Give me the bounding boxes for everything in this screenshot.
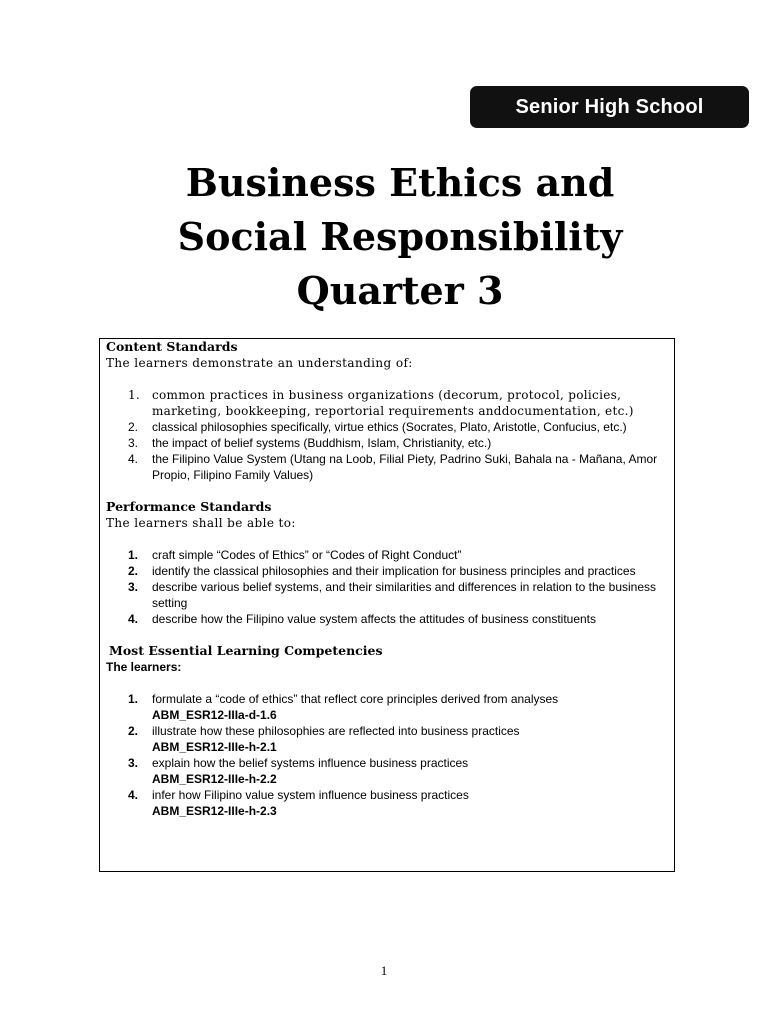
performance-standards-heading: Performance Standards	[106, 499, 272, 514]
list-item	[106, 787, 668, 819]
list-number: 4.	[128, 452, 139, 466]
title-line-3: Quarter 3	[296, 268, 504, 313]
list-item	[106, 419, 668, 435]
list-item	[106, 611, 668, 627]
list-item	[106, 755, 668, 787]
performance-standards-list	[106, 547, 668, 627]
competency-code: ABM_ESR12-IIIe-h-2.2	[152, 772, 277, 786]
list-number: 3.	[128, 580, 139, 594]
list-item	[106, 435, 668, 451]
list-item	[106, 723, 668, 755]
title-line-2: Social Responsibility	[177, 214, 623, 259]
list-number: 1.	[128, 388, 141, 402]
standards-box	[99, 338, 675, 872]
list-number: 1.	[128, 692, 139, 706]
list-item-text: identify the classical philosophies and their implication for business principles and practices	[152, 564, 636, 578]
list-number: 4.	[128, 788, 139, 802]
list-item	[106, 451, 668, 483]
competency-code: ABM_ESR12-IIIa-d-1.6	[152, 708, 277, 722]
list-item-text: formulate a “code of ethics” that reflect core principles derived from analyses	[152, 692, 559, 706]
competencies-intro: The learners:	[106, 660, 182, 674]
content-standards-intro: The learners demonstrate an understanding of:	[106, 356, 413, 370]
content-standards-heading: Content Standards	[106, 339, 238, 354]
list-item-text: craft simple “Codes of Ethics” or “Codes of Right Conduct”	[152, 548, 462, 562]
content-standards-list	[106, 387, 668, 483]
list-item	[106, 691, 668, 723]
list-item-text: describe various belief systems, and their similarities and differences in relation to the business setting	[152, 580, 657, 610]
list-item-text: illustrate how these philosophies are reflected into business practices	[152, 724, 520, 738]
competency-code: ABM_ESR12-IIIe-h-2.1	[152, 740, 277, 754]
title-line-1: Business Ethics and	[185, 160, 615, 205]
list-number: 3.	[128, 756, 139, 770]
list-number: 2.	[128, 724, 139, 738]
competency-code: ABM_ESR12-IIIe-h-2.3	[152, 804, 277, 818]
list-item	[106, 579, 668, 611]
list-number: 1.	[128, 548, 139, 562]
list-item-text: infer how Filipino value system influence business practices	[152, 788, 469, 802]
document-title	[100, 156, 700, 318]
senior-high-school-badge: Senior High School	[470, 86, 749, 128]
list-item	[106, 547, 668, 563]
list-item-text: describe how the Filipino value system affects the attitudes of business constituents	[152, 612, 597, 626]
list-number: 2.	[128, 420, 139, 434]
list-item	[106, 387, 668, 419]
competencies-heading: Most Essential Learning Competencies	[109, 643, 383, 658]
list-number: 2.	[128, 564, 139, 578]
performance-standards-intro: The learners shall be able to:	[106, 516, 296, 530]
list-number: 3.	[128, 436, 139, 450]
content-standards-section	[106, 339, 668, 483]
list-item-text: explain how the belief systems influence business practices	[152, 756, 469, 770]
competencies-list	[106, 691, 668, 819]
performance-standards-section	[106, 499, 668, 627]
competencies-section	[106, 643, 668, 819]
list-item-text: the Filipino Value System (Utang na Loob, Filial Piety, Padrino Suki, Bahala na - Mañana, Amor Propio, Filipino Family Values)	[152, 452, 658, 482]
list-item-text: classical philosophies specifically, virtue ethics (Socrates, Plato, Aristotle, Confucius, etc.)	[152, 420, 627, 434]
list-item-text: common practices in business organizations (decorum, protocol, policies, marketing, bookkeeping, reportorial requirements anddocumentation, etc.)	[152, 388, 634, 418]
list-number: 4.	[128, 612, 139, 626]
list-item	[106, 563, 668, 579]
page-number: 1	[380, 963, 388, 978]
list-item-text: the impact of belief systems (Buddhism, Islam, Christianity, etc.)	[152, 436, 492, 450]
